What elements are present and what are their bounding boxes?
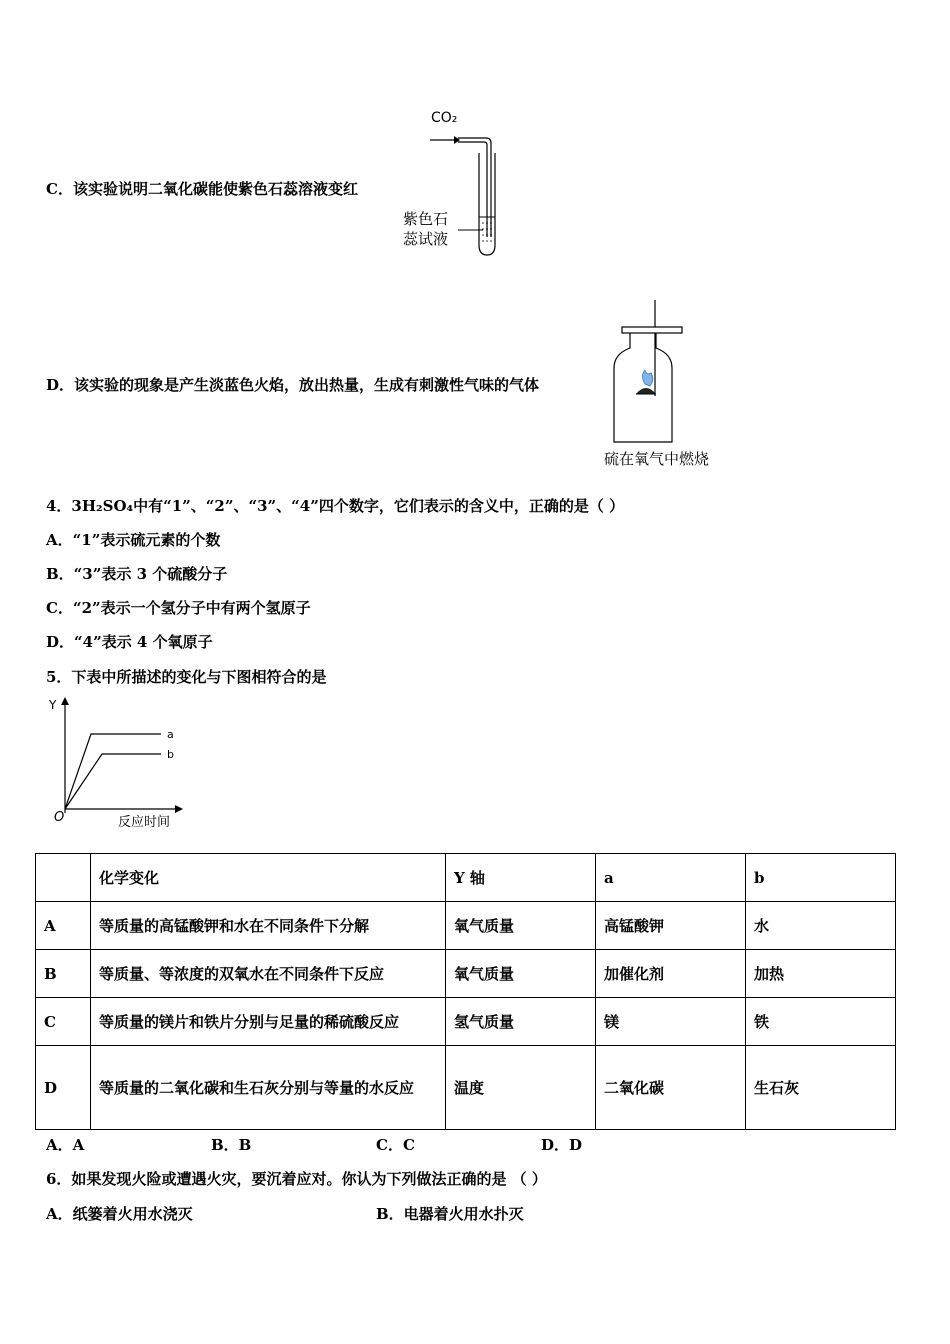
table-header-cell: a [596,854,746,902]
table-cell: 氧气质量 [446,950,596,998]
table-header-row [36,854,896,902]
q6-stem: 6．如果发现火险或遭遇火灾，要沉着应对。你认为下列做法正确的是 （ ） [46,1170,547,1188]
q4-stem: 4．3H₂SO₄中有“1”、“2”、“3”、“4”四个数字，它们表示的含义中，正确的是（ ） [46,497,625,515]
litmus-label-line2: 蕊试液 [403,230,449,248]
q4-option-b: B．“3”表示 3 个硫酸分子 [46,565,228,583]
table-cell: C [36,998,91,1046]
table-cell: 高锰酸钾 [596,902,746,950]
table-cell: 二氧化碳 [596,1046,746,1130]
table-cell: 水 [746,902,896,950]
sulfur-burning-figure [600,296,730,476]
graph-origin-label: O [54,810,65,825]
table-cell: 生石灰 [746,1046,896,1130]
table-cell: 氧气质量 [446,902,596,950]
table-cell: 镁 [596,998,746,1046]
q5-stem: 5．下表中所描述的变化与下图相符合的是 [46,668,327,686]
table-cell: 铁 [746,998,896,1046]
table-cell: 等质量、等浓度的双氧水在不同条件下反应 [91,950,446,998]
graph-y-label: Y [49,698,57,712]
table-cell: 温度 [446,1046,596,1130]
graph-line-a [65,734,161,809]
graph-line-a-label: a [167,728,174,741]
co2-test-tube-figure [398,105,508,264]
table-cell: D [36,1046,91,1130]
table-cell: 等质量的高锰酸钾和水在不同条件下分解 [91,902,446,950]
q5-answer-d: D．D [541,1136,583,1154]
sulfur-caption: 硫在氧气中燃烧 [604,450,710,468]
table-cell: A [36,902,91,950]
q5-answer-a: A．A [46,1136,85,1154]
table-row [36,902,896,950]
table-cell: B [36,950,91,998]
co2-label: CO₂ [431,110,458,126]
q4-option-c: C．“2”表示一个氢分子中有两个氢原子 [46,599,311,617]
graph-x-label: 反应时间 [118,815,171,830]
table-row [36,1046,896,1130]
q6-option-b: B．电器着火用水扑灭 [376,1205,524,1223]
q5-table [35,853,896,1130]
table-cell: 氢气质量 [446,998,596,1046]
q5-answer-b: B．B [211,1136,252,1154]
litmus-label-line1: 紫色石 [403,210,449,228]
table-cell: 等质量的镁片和铁片分别与足量的稀硫酸反应 [91,998,446,1046]
reaction-time-graph [44,693,194,837]
table-header-cell: Y 轴 [446,854,596,902]
graph-line-b [65,754,161,809]
q3-option-c: C．该实验说明二氧化碳能使紫色石蕊溶液变红 [46,180,358,198]
table-cell: 加催化剂 [596,950,746,998]
table-row [36,950,896,998]
q5-answer-c: C．C [376,1136,415,1154]
q4-option-d: D．“4”表示 4 个氧原子 [46,633,213,651]
table-cell: 等质量的二氧化碳和生石灰分别与等量的水反应 [91,1046,446,1130]
table-cell: 加热 [746,950,896,998]
table-header-cell: b [746,854,896,902]
q3-option-d: D．该实验的现象是产生淡蓝色火焰，放出热量，生成有刺激性气味的气体 [46,376,540,394]
table-header-cell: 化学变化 [91,854,446,902]
q4-option-a: A．“1”表示硫元素的个数 [46,531,221,549]
table-header-cell [36,854,91,902]
graph-line-b-label: b [167,748,174,761]
q6-option-a: A．纸篓着火用水浇灭 [46,1205,193,1223]
table-row [36,998,896,1046]
